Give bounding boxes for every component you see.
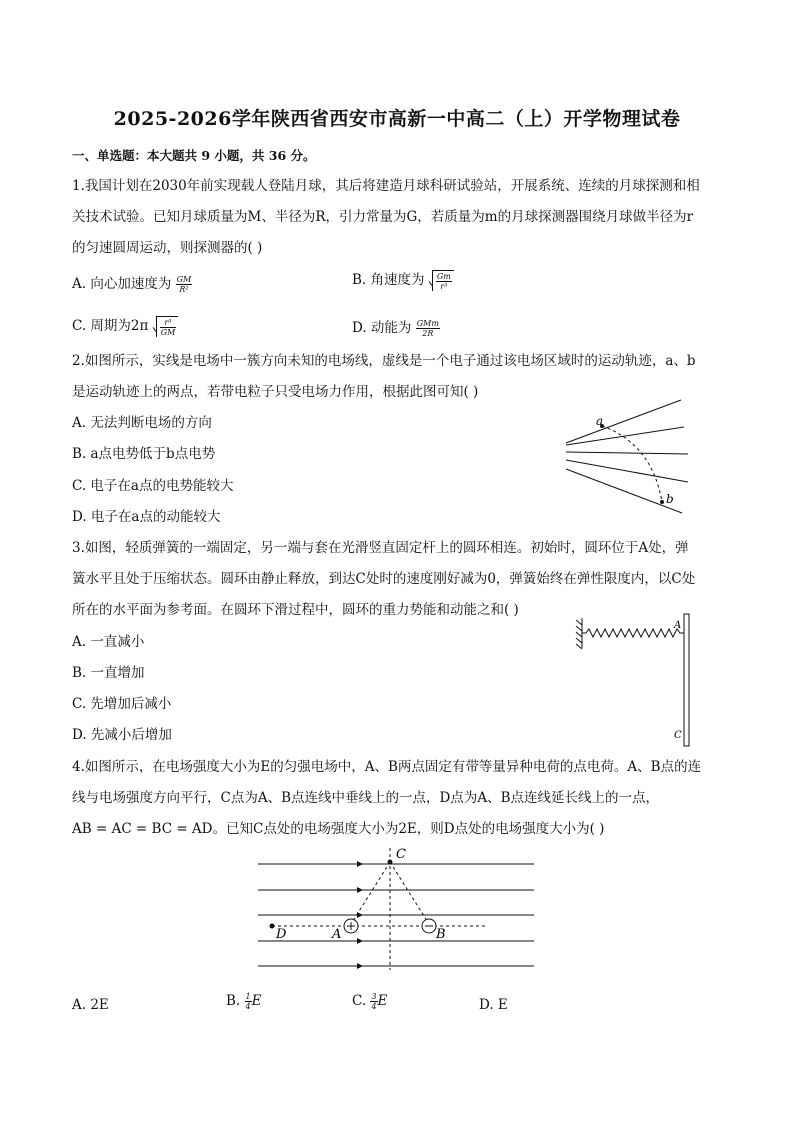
q2-option-c[interactable]: C. 电子在a点的电势能较大 [72, 478, 234, 494]
q4-b-tail: E [251, 993, 262, 1009]
q4-fig-label-c: C [396, 847, 406, 862]
q1-line1: 1.我国计划在2030年前实现载人登陆月球，其后将建造月球科研试验站，开展系统、连续的月球探测和相 [72, 178, 700, 194]
q1-b-num: Gm [436, 272, 451, 281]
q3-line1: 3.如图，轻质弹簧的一端固定，另一端与套在光滑竖直固定杆上的圆环相连。初始时，圆环位于A处，弹 [72, 540, 689, 556]
q1-a-num: GM [176, 275, 192, 284]
q3-option-c[interactable]: C. 先增加后减小 [72, 696, 172, 712]
q1-option-a-label: A. 向心加速度为 [72, 276, 172, 292]
q3-fig-label-a: A [674, 620, 682, 631]
q4-line3: AB = AC = BC = AD。已知C点处的电场强度大小为2E，则D点处的电场强度大小为( ) [72, 821, 605, 837]
page-title: 2025-2026学年陕西省西安市高新一中高二（上）开学物理试卷 [113, 108, 681, 130]
q1-line2: 关技术试验。已知月球质量为M、半径为R，引力常量为G，若质量为m的月球探测器围绕月球做半径为r [72, 209, 694, 225]
q3-option-d[interactable]: D. 先减小后增加 [72, 727, 172, 743]
q1-c-den: GM [160, 328, 176, 337]
q1-option-c-label: C. 周期为2π [72, 318, 149, 334]
q4-c-num: 3 [371, 992, 377, 1001]
q4-option-c-label: C. [352, 993, 367, 1009]
q4-option-c[interactable] [352, 992, 387, 1011]
q2-fig-label-b: b [666, 492, 674, 506]
q2-line1: 2.如图所示，实线是电场中一簇方向未知的电场线，虚线是一个电子通过该电场区域时的运动轨迹，a、b [72, 353, 696, 369]
q3-option-a[interactable]: A. 一直减小 [72, 634, 145, 650]
q1-option-b[interactable] [352, 268, 454, 291]
q1-option-b-label: B. 角速度为 [352, 272, 425, 288]
q3-spring-figure [572, 612, 702, 748]
q4-field-figure [250, 846, 542, 970]
q1-line3: 的匀速圆周运动，则探测器的( ) [72, 240, 263, 256]
q1-d-den: 2R [422, 329, 434, 338]
q1-option-a[interactable] [72, 272, 192, 294]
q3-line3: 所在的水平面为参考面。在圆环下滑过程中，圆环的重力势能和动能之和( ) [72, 602, 519, 618]
q4-fig-label-a: A [332, 927, 342, 942]
q4-line2: 线与电场强度方向平行，C点为A、B点连线中垂线上的一点，D点为A、B点连线延长线上的一点， [72, 790, 659, 806]
q4-fig-label-d: D [276, 927, 287, 942]
q4-option-b[interactable] [226, 992, 261, 1011]
q4-fig-label-b: B [436, 927, 446, 942]
q1-option-c[interactable] [72, 314, 178, 337]
q4-line1: 4.如图所示，在电场强度大小为E的匀强电场中，A、B两点固定有带等量异种电荷的点电荷。A、B点的连 [72, 759, 702, 775]
q3-fig-label-c: C [674, 730, 682, 741]
q2-line2: 是运动轨迹上的两点，若带电粒子只受电场力作用，根据此图可知( ) [72, 384, 479, 400]
q2-option-a[interactable]: A. 无法判断电场的方向 [72, 415, 212, 431]
q3-option-b[interactable]: B. 一直增加 [72, 665, 145, 681]
q2-option-d[interactable]: D. 电子在a点的动能较大 [72, 509, 221, 525]
q4-b-num: 1 [245, 992, 251, 1001]
q2-field-figure [560, 396, 700, 520]
q1-c-num: r³ [160, 318, 177, 328]
q4-b-den: 4 [245, 1002, 251, 1011]
q4-c-den: 4 [371, 1002, 377, 1011]
q1-a-den: R² [179, 285, 189, 294]
q1-option-d[interactable] [352, 316, 440, 338]
q3-line2: 簧水平且处于压缩状态。圆环由静止释放，到达C处时的速度刚好减为0，弹簧始终在弹性限度内，以C处 [72, 571, 696, 587]
q2-fig-label-a: a [596, 414, 604, 428]
q4-option-a[interactable]: A. 2E [72, 997, 109, 1013]
q2-option-b[interactable]: B. a点电势低于b点电势 [72, 446, 216, 462]
q1-option-d-label: D. 动能为 [352, 320, 412, 336]
q4-option-d[interactable]: D. E [479, 997, 508, 1013]
q1-d-num: GMm [416, 319, 439, 328]
q4-option-b-label: B. [226, 993, 241, 1009]
section-heading: 一、单选题：本大题共 9 小题，共 36 分。 [72, 148, 316, 163]
q1-b-den: r³ [440, 282, 448, 291]
q4-c-tail: E [377, 993, 388, 1009]
